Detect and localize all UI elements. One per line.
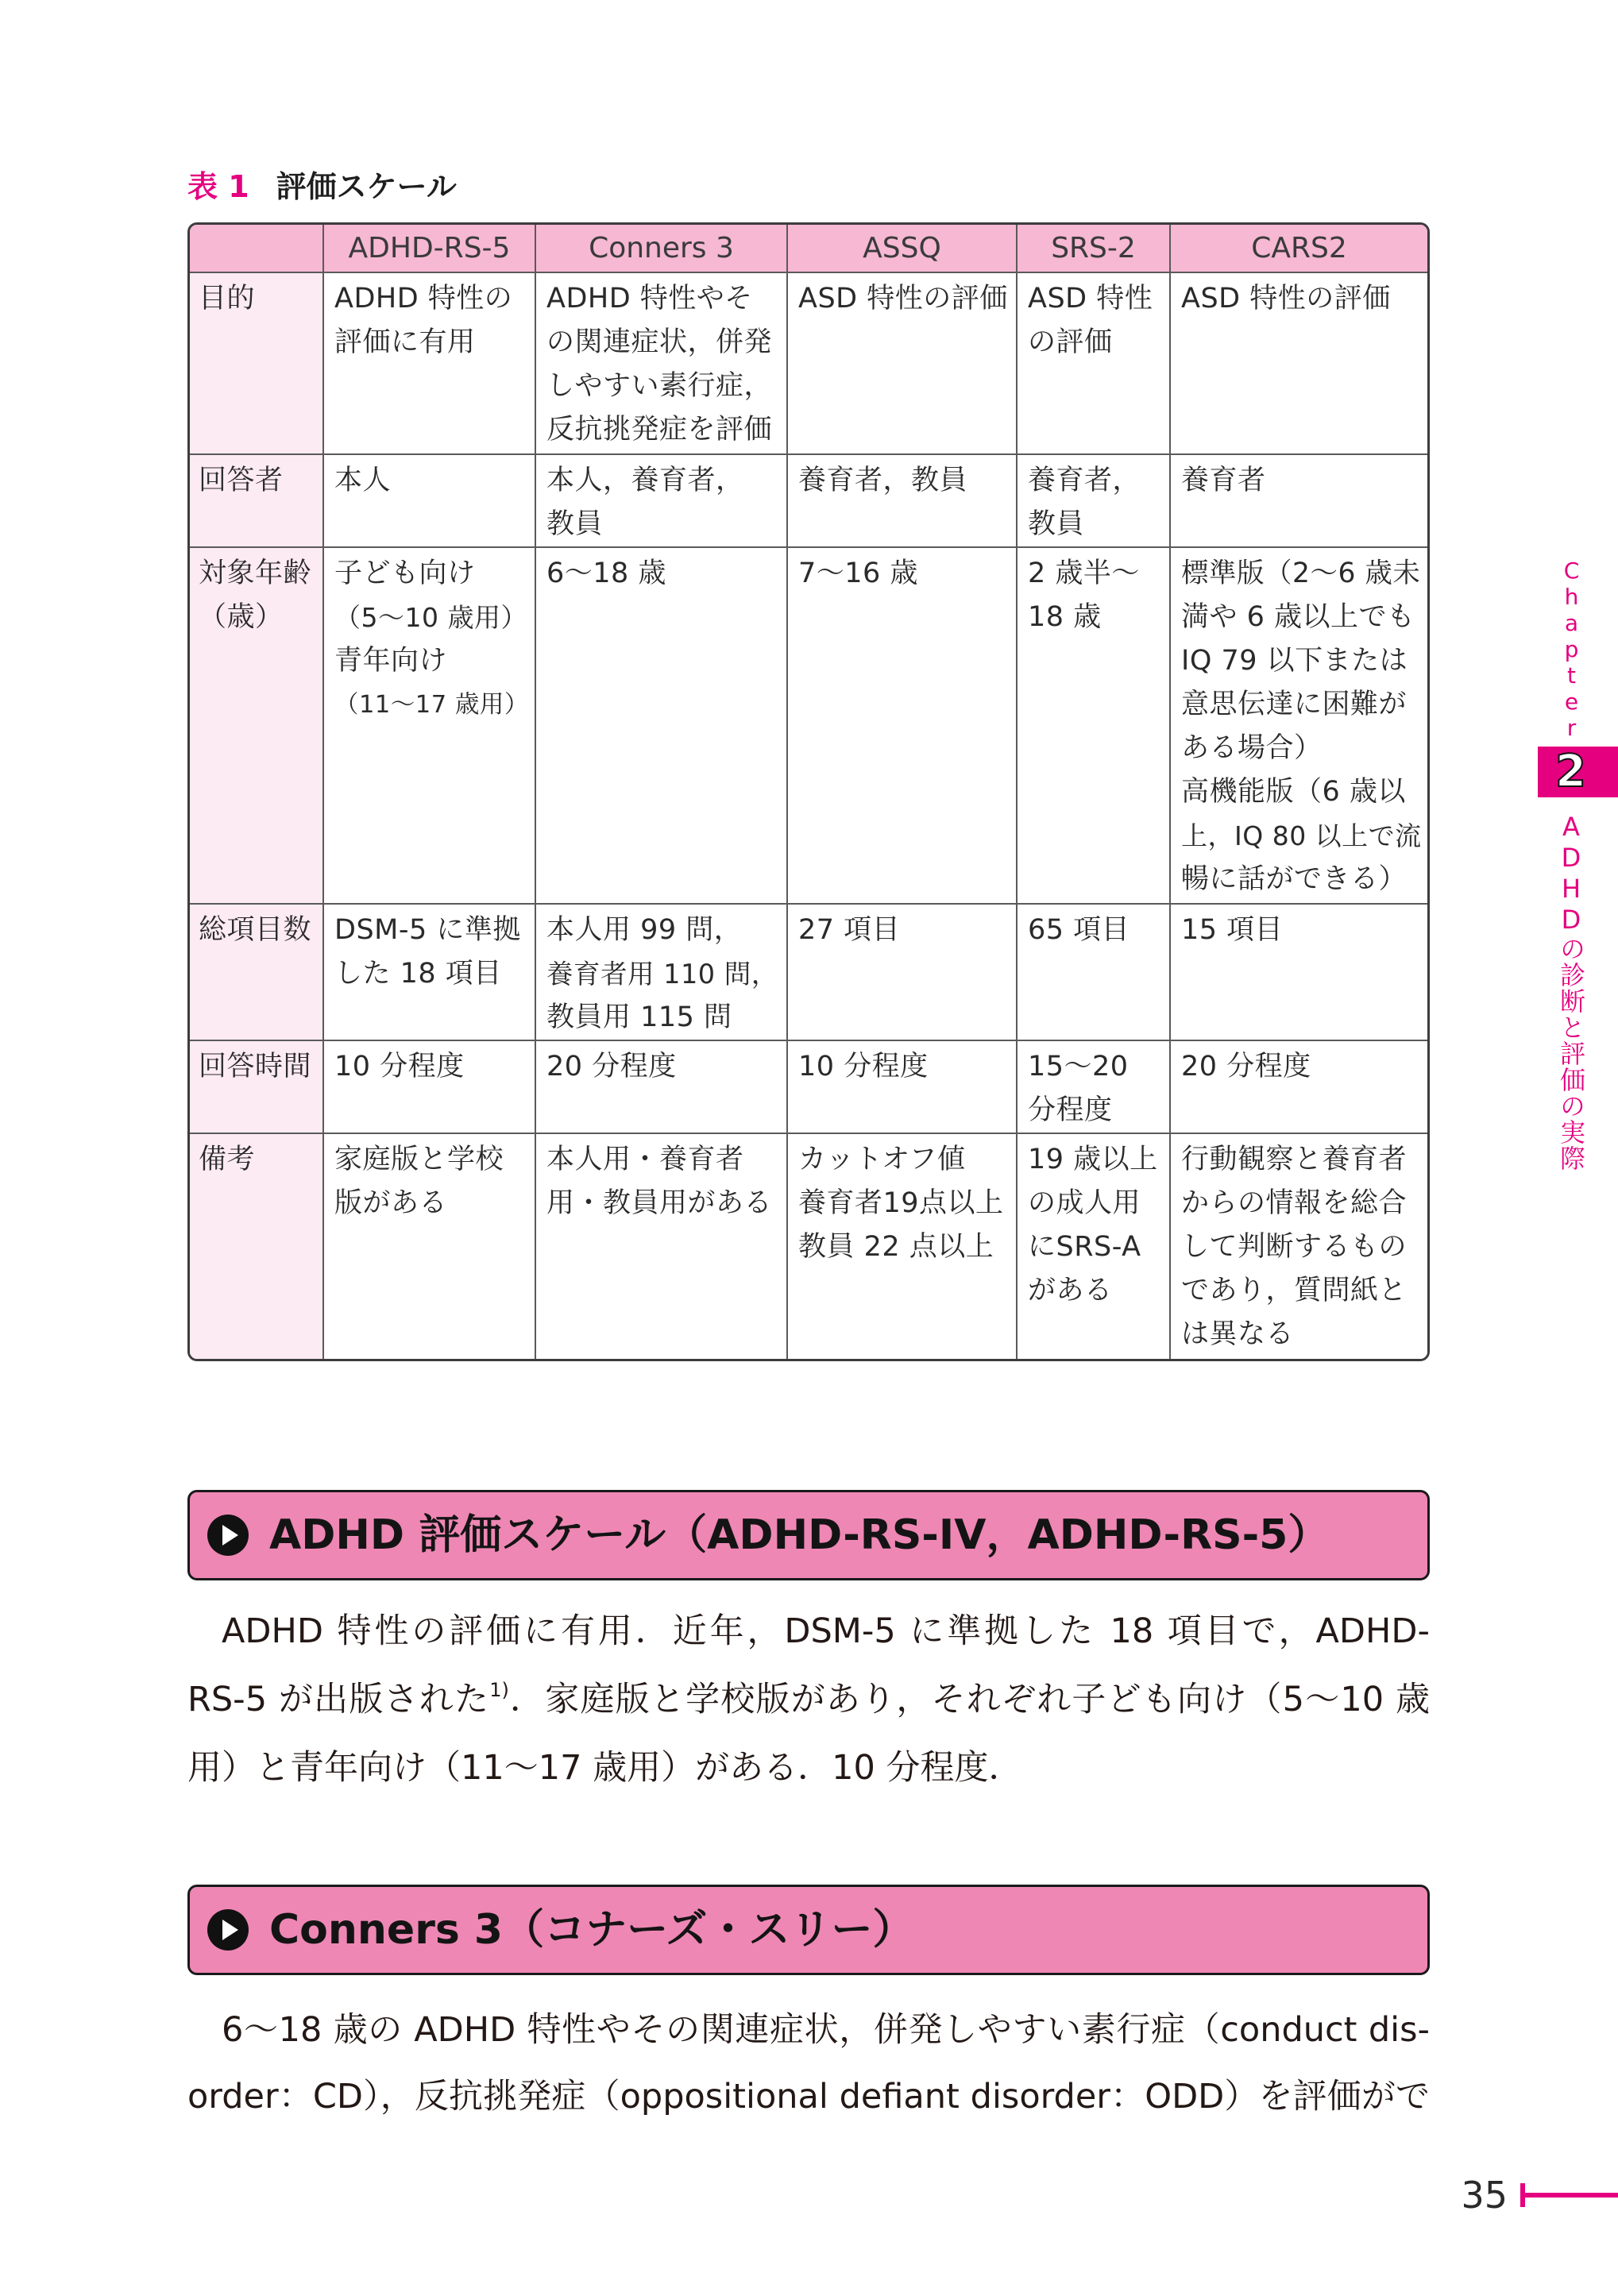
- cell-line: 教員: [546, 508, 604, 540]
- cell-line: 評価に有用: [334, 326, 476, 358]
- row-label-line: 回答者: [199, 465, 284, 496]
- table-cell: [787, 1133, 1017, 1359]
- chapter-title: ADHDの診断と評価の実際: [1556, 812, 1586, 1171]
- table-row: [190, 272, 1427, 454]
- cell-line: 2 歳半〜: [1028, 558, 1140, 589]
- table-cell: [535, 454, 787, 547]
- row-label-line: 対象年齢: [199, 558, 312, 589]
- table-cell: [535, 272, 787, 454]
- cell-line: 青年向け: [334, 645, 448, 677]
- cell-line: 7〜16 歳: [798, 558, 918, 589]
- table-cell: [1170, 1133, 1427, 1359]
- evaluation-scale-table: [187, 222, 1430, 1361]
- cell-line: 20 分程度: [546, 1051, 677, 1082]
- column-header: CARS2: [1170, 225, 1427, 272]
- cell-line: 本人用・養育者: [546, 1144, 744, 1175]
- table-cell: [535, 1040, 787, 1133]
- play-circle-icon: [207, 1515, 249, 1556]
- cell-line: 子ども向け: [334, 558, 476, 589]
- table-cell: [535, 1133, 787, 1359]
- cell-line: ASD 特性: [1028, 283, 1153, 314]
- cell-line: 20 分程度: [1181, 1051, 1311, 1082]
- cell-line: の関連症状，併発: [546, 326, 773, 358]
- row-label-cell: [190, 547, 323, 904]
- table-cell: [323, 904, 535, 1040]
- cell-line: がある: [1028, 1275, 1113, 1306]
- row-label-line: （歳）: [199, 601, 284, 633]
- cell-line: IQ 79 以下または: [1181, 645, 1408, 677]
- column-header: Conners 3: [535, 225, 787, 272]
- table-cell: [1170, 547, 1427, 904]
- cell-line: 高機能版（6 歳以: [1181, 776, 1406, 808]
- table-row: [190, 547, 1427, 904]
- table-cell: [787, 272, 1017, 454]
- cell-line: 反抗挑発症を評価: [546, 414, 773, 446]
- table-cell: [323, 1133, 535, 1359]
- table-cell: [1017, 1133, 1170, 1359]
- cell-line: 家庭版と学校: [334, 1144, 504, 1175]
- row-label-cell: [190, 904, 323, 1040]
- table-cell: [1170, 904, 1427, 1040]
- page-number-rule: [1520, 2193, 1618, 2198]
- section-body-adhd-rs: [187, 1597, 1430, 1802]
- table-header-row: [190, 225, 1427, 272]
- section-body-conners-3: [187, 1997, 1430, 2130]
- cell-line: 教員用 115 問: [546, 1001, 732, 1033]
- cell-line: 本人，養育者，: [546, 465, 744, 496]
- cell-line: 養育者19点以上: [798, 1187, 1004, 1219]
- table-cell: [1170, 272, 1427, 454]
- cell-line: 版がある: [334, 1187, 448, 1219]
- cell-line: 養育者，: [1028, 465, 1141, 496]
- cell-line: ある場合）: [1181, 732, 1323, 764]
- column-header: SRS-2: [1017, 225, 1170, 272]
- table-cell: [1017, 904, 1170, 1040]
- section-heading-text: Conners 3（コナーズ・スリー）: [269, 1906, 914, 1954]
- cell-line: （11〜17 歳用）: [334, 691, 529, 719]
- cell-line: 教員: [1028, 508, 1085, 540]
- cell-line: ASD 特性の評価: [1181, 283, 1391, 314]
- column-header: ADHD-RS-5: [323, 225, 535, 272]
- cell-line: 養育者: [1181, 465, 1266, 496]
- row-label-cell: [190, 1133, 323, 1359]
- body-line: 6〜18 歳の ADHD 特性やその関連症状，併発しやすい素行症（conduct dis-: [222, 2010, 1430, 2050]
- cell-line: DSM-5 に準拠: [334, 914, 521, 946]
- chapter-number-box: [1538, 747, 1618, 797]
- cell-line: して判断するもの: [1181, 1231, 1408, 1263]
- cell-line: であり，質問紙と: [1181, 1275, 1408, 1306]
- cell-line: 18 歳: [1028, 601, 1102, 633]
- cell-line: 上，IQ 80 以上で流: [1181, 820, 1422, 851]
- chapter-number: 2: [1555, 746, 1586, 797]
- table-cell: [1017, 272, 1170, 454]
- table-cell: [787, 1040, 1017, 1133]
- cell-line: にSRS-A: [1028, 1231, 1141, 1263]
- table-cell: [787, 454, 1017, 547]
- cell-line: ASD 特性の評価: [798, 283, 1008, 314]
- table-cell: [1017, 454, 1170, 547]
- table-cell: [323, 547, 535, 904]
- cell-line: 10 分程度: [334, 1051, 465, 1082]
- table-cell: [787, 547, 1017, 904]
- row-label-cell: [190, 272, 323, 454]
- row-label-cell: [190, 454, 323, 547]
- cell-line: は異なる: [1181, 1318, 1295, 1350]
- table-caption-label: 表 1: [187, 169, 249, 204]
- table-row: [190, 454, 1427, 547]
- cell-line: 15〜20: [1028, 1051, 1129, 1082]
- cell-line: 分程度: [1028, 1094, 1113, 1126]
- table-cell: [1017, 1040, 1170, 1133]
- cell-line: 用・教員用がある: [546, 1187, 773, 1219]
- cell-line: 本人用 99 問，: [546, 914, 743, 946]
- row-label-line: 総項目数: [199, 914, 312, 946]
- section-heading-text: ADHD 評価スケール（ADHD-RS-IV，ADHD-RS-5）: [269, 1511, 1330, 1559]
- row-label-cell: [190, 1040, 323, 1133]
- table-cell: [787, 904, 1017, 1040]
- cell-line: （5〜10 歳用）: [334, 602, 527, 633]
- table-caption: [187, 168, 457, 205]
- row-label-line: 回答時間: [199, 1051, 312, 1082]
- cell-line: カットオフ値: [798, 1144, 966, 1175]
- row-label-line: 目的: [199, 283, 256, 314]
- cell-line: の成人用: [1028, 1187, 1141, 1219]
- cell-line: 養育者用 110 問，: [546, 959, 778, 990]
- cell-line: 本人: [334, 465, 392, 496]
- table-row: [190, 904, 1427, 1040]
- cell-line: 意思伝達に困難が: [1181, 689, 1408, 720]
- cell-line: 暢に話ができる）: [1181, 863, 1408, 895]
- cell-line: 15 項目: [1181, 914, 1284, 946]
- table-row: [190, 1040, 1427, 1133]
- table-cell: [1170, 1040, 1427, 1133]
- body-line: 用）と青年向け（11〜17 歳用）がある．10 分程度．: [187, 1748, 1023, 1788]
- cell-line: ADHD 特性やそ: [546, 283, 753, 314]
- cell-line: 標準版（2〜6 歳未: [1181, 558, 1421, 589]
- cell-line: 10 分程度: [798, 1051, 929, 1082]
- table-row: [190, 1133, 1427, 1359]
- body-line: order：CD），反抗挑発症（oppositional defiant disorder：ODD）を評価がで: [187, 2077, 1430, 2117]
- body-line-text: RS-5 が出版された: [187, 1680, 490, 1719]
- cell-line: からの情報を総合: [1181, 1187, 1408, 1219]
- cell-line: ADHD 特性の: [334, 283, 513, 314]
- table-cell: [535, 904, 787, 1040]
- table-cell: [323, 272, 535, 454]
- table-caption-title: 評価スケール: [276, 169, 457, 204]
- row-label-line: 備考: [199, 1144, 256, 1175]
- cell-line: 65 項目: [1028, 914, 1130, 946]
- cell-line: 6〜18 歳: [546, 558, 666, 589]
- column-header: ASSQ: [787, 225, 1017, 272]
- cell-line: 27 項目: [798, 914, 901, 946]
- cell-line: の評価: [1028, 326, 1113, 358]
- chapter-label: Chapter: [1558, 558, 1585, 741]
- play-circle-icon: [207, 1909, 249, 1951]
- table-corner-cell: [190, 225, 323, 272]
- cell-line: 養育者，教員: [798, 465, 968, 496]
- body-line: ADHD 特性の評価に有用．近年，DSM-5 に準拠した 18 項目で，ADHD-: [222, 1611, 1430, 1651]
- table-cell: [1170, 454, 1427, 547]
- cell-line: 満や 6 歳以上でも: [1181, 601, 1415, 633]
- table-cell: [323, 1040, 535, 1133]
- table-body: [190, 225, 1427, 1359]
- section-heading-conners-3: [187, 1885, 1430, 1975]
- evaluation-scale-table-grid: [190, 225, 1427, 1359]
- table-cell: [323, 454, 535, 547]
- reference-superscript: 1): [489, 1679, 509, 1701]
- section-heading-adhd-rs: [187, 1490, 1430, 1580]
- cell-line: 行動観察と養育者: [1181, 1144, 1408, 1175]
- page-number: 35: [1461, 2174, 1508, 2217]
- cell-line: 19 歳以上: [1028, 1144, 1158, 1175]
- body-line-text: ．家庭版と学校版があり，それぞれ子ども向け（5〜10 歳: [508, 1680, 1430, 1719]
- table-cell: [1017, 547, 1170, 904]
- cell-line: 教員 22 点以上: [798, 1231, 994, 1263]
- table-cell: [535, 547, 787, 904]
- cell-line: しやすい素行症，: [546, 370, 773, 402]
- cell-line: した 18 項目: [334, 958, 502, 990]
- body-line: [187, 1665, 1430, 1734]
